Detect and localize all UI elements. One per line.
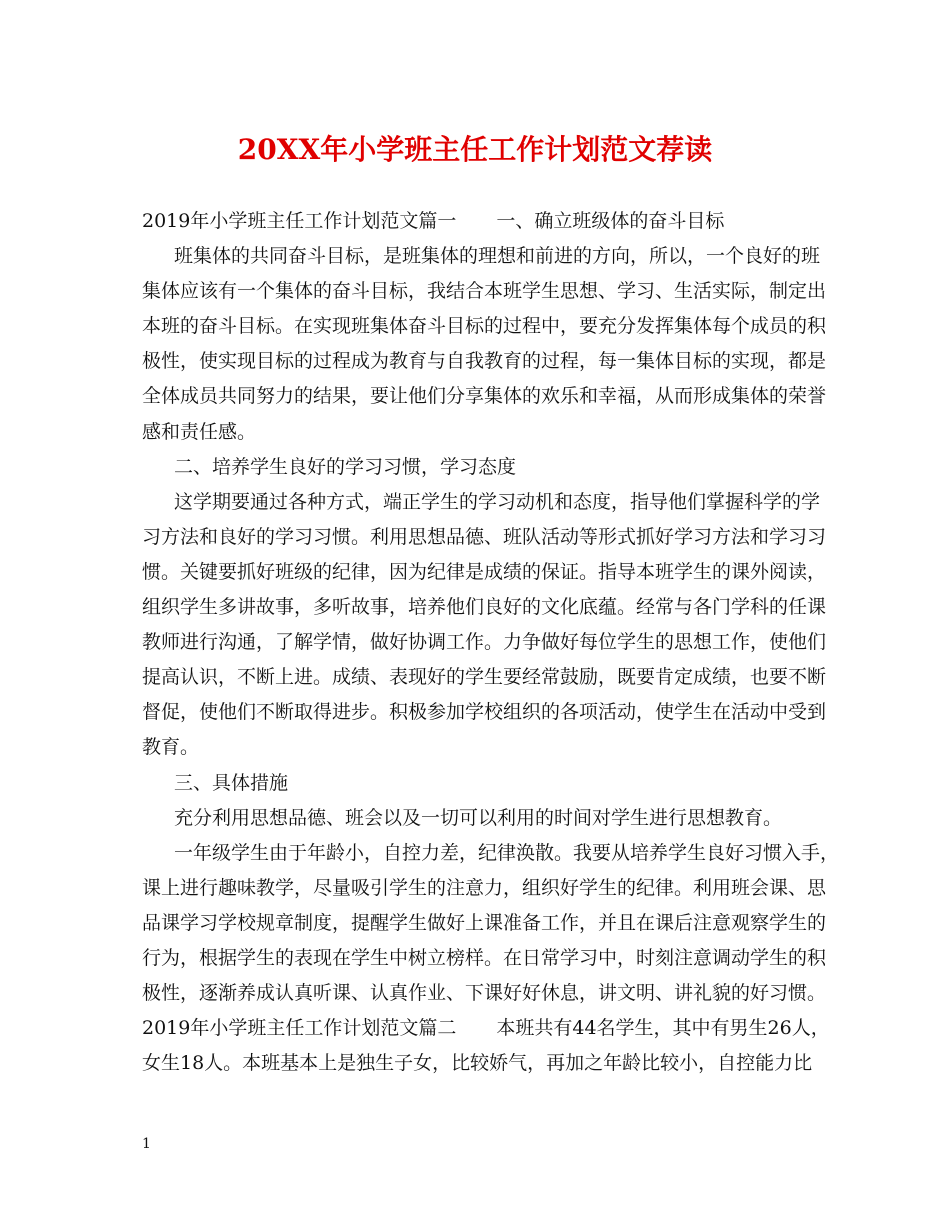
text-line bbox=[142, 204, 818, 239]
text-line: 班集体的共同奋斗目标，是班集体的理想和前进的方向，所以，一个良好的班 bbox=[174, 245, 821, 268]
text-line: 品课学习学校规章制度，提醒学生做好上课准备工作，并且在课后注意观察学生的 bbox=[142, 911, 827, 934]
text-line: 组织学生多讲故事，多听故事，培养他们良好的文化底蕴。经常与各门学科的任课 bbox=[142, 596, 827, 619]
section-subheading: 三、具体措施 bbox=[174, 771, 289, 794]
text-line: 集体应该有一个集体的奋斗目标，我结合本班学生思想、学习、生活实际，制定出 bbox=[142, 280, 827, 303]
paragraph-start: 本班共有44名学生，其中有男生26人， bbox=[496, 1017, 830, 1040]
text-line: 教师进行沟通，了解学情，做好协调工作。力争做好每位学生的思想工作，使他们 bbox=[142, 631, 827, 654]
section-heading: 2019年小学班主任工作计划范文篇二 bbox=[142, 1017, 457, 1040]
text-line: 习方法和良好的学习习惯。利用思想品德、班队活动等形式抓好学习方法和学习习 bbox=[142, 525, 827, 548]
text-line: 极性，使实现目标的过程成为教育与自我教育的过程，每一集体目标的实现，都是 bbox=[142, 350, 827, 373]
text-line bbox=[142, 1011, 830, 1046]
text-line: 惯。关键要抓好班级的纪律，因为纪律是成绩的保证。指导本班学生的课外阅读， bbox=[142, 560, 827, 583]
text-line: 全体成员共同努力的结果，要让他们分享集体的欢乐和幸福，从而形成集体的荣誉 bbox=[142, 385, 827, 408]
text-line: 教育。 bbox=[142, 736, 200, 759]
text-line: 提高认识，不断上进。成绩、表现好的学生要经常鼓励，既要肯定成绩，也要不断 bbox=[142, 666, 827, 689]
page-number: 1 bbox=[142, 1136, 151, 1152]
text-line: 极性，逐渐养成认真听课、认真作业、下课好好休息，讲文明、讲礼貌的好习惯。 bbox=[142, 982, 827, 1005]
text-line: 一年级学生由于年龄小，自控力差，纪律涣散。我要从培养学生良好习惯入手， bbox=[174, 841, 840, 864]
section-subheading: 二、培养学生良好的学习习惯，学习态度 bbox=[174, 455, 517, 478]
text-line: 感和责任感。 bbox=[142, 420, 257, 443]
document-title: 20XX年小学班主任工作计划范文荐读 bbox=[237, 133, 713, 166]
section-heading: 2019年小学班主任工作计划范文篇一 bbox=[142, 210, 457, 232]
text-line: 本班的奋斗目标。在实现班集体奋斗目标的过程中，要充分发挥集体每个成员的积 bbox=[142, 315, 827, 338]
text-line: 充分利用思想品德、班会以及一切可以利用的时间对学生进行思想教育。 bbox=[174, 806, 783, 829]
document-body bbox=[142, 204, 840, 1081]
text-line: 女生18人。本班基本上是独生子女，比较娇气，再加之年龄比较小，自控能力比 bbox=[142, 1052, 813, 1075]
section-subheading: 一、确立班级体的奋斗目标 bbox=[496, 210, 725, 232]
text-line: 督促，使他们不断取得进步。积极参加学校组织的各项活动，使学生在活动中受到 bbox=[142, 701, 827, 724]
text-line: 这学期要通过各种方式，端正学生的学习动机和态度，指导他们掌握科学的学 bbox=[174, 490, 821, 513]
text-line: 行为，根据学生的表现在学生中树立榜样。在日常学习中，时刻注意调动学生的积 bbox=[142, 946, 827, 969]
text-line: 课上进行趣味教学，尽量吸引学生的注意力，组织好学生的纪律。利用班会课、思 bbox=[142, 876, 827, 899]
